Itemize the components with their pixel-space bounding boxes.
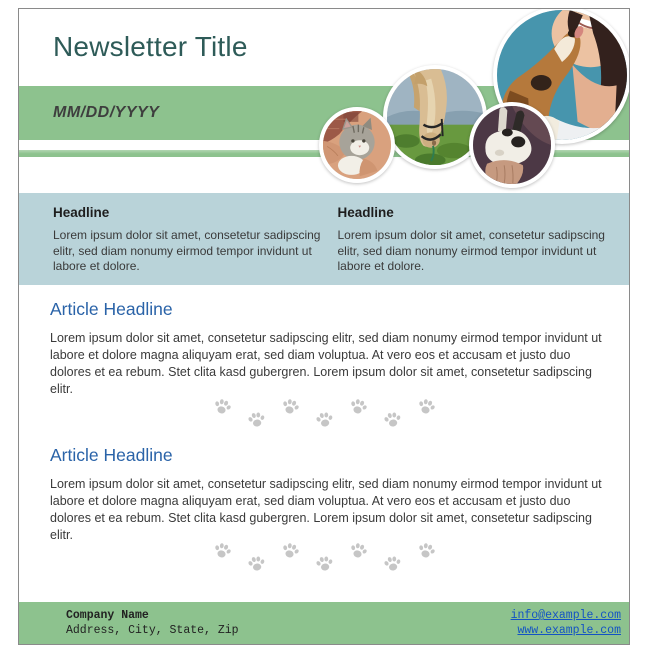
rabbit-image xyxy=(473,106,551,184)
headline-2-title: Headline xyxy=(337,205,394,220)
company-name: Company Name xyxy=(66,609,149,622)
paw-print-icon xyxy=(414,395,438,419)
website-link[interactable]: www.example.com xyxy=(517,624,621,637)
email-link[interactable]: info@example.com xyxy=(510,609,621,622)
paw-print-icon xyxy=(381,408,403,430)
paw-print-icon xyxy=(313,408,335,430)
company-address: Address, City, State, Zip xyxy=(66,624,239,637)
newsletter-title: Newsletter Title xyxy=(53,31,248,62)
paw-print-icon xyxy=(278,539,302,563)
paw-print-icon xyxy=(346,539,370,563)
newsletter-page xyxy=(18,8,630,645)
kitten-image xyxy=(323,111,391,179)
paw-print-icon xyxy=(414,539,438,563)
footer-links-block xyxy=(511,608,621,638)
paw-print-icon xyxy=(245,408,267,430)
paw-prints-divider-1 xyxy=(19,397,629,439)
headline-1-title: Headline xyxy=(53,205,110,220)
headline-2-body: Lorem ipsum dolor sit amet, consetetur sadipscing elitr, sed diam nonumy eirmod tempor invidunt ut labore et dolore. xyxy=(337,228,605,273)
footer-company-block xyxy=(66,608,239,638)
paw-print-icon xyxy=(381,552,403,574)
footer-band xyxy=(19,602,629,644)
paw-print-icon xyxy=(245,552,267,574)
headline-band xyxy=(19,193,629,285)
photo-kitten-in-hands xyxy=(319,107,395,183)
headline-1-body: Lorem ipsum dolor sit amet, consetetur sadipscing elitr, sed diam nonumy eirmod tempor invidunt ut labore et dolore. xyxy=(53,228,321,273)
headline-column-1 xyxy=(53,193,325,285)
paw-print-icon xyxy=(278,395,302,419)
article-section-1 xyxy=(50,299,603,398)
headline-column-2 xyxy=(338,193,610,285)
paw-print-icon xyxy=(210,539,234,563)
paw-print-icon xyxy=(346,395,370,419)
article-1-body: Lorem ipsum dolor sit amet, consetetur sadipscing elitr, sed diam nonumy eirmod tempor invidunt ut labore et dolore magna aliquyam erat, sed diam voluptua. At vero eos et accusam et justo duo dolores et ea rebum. Stet clita kasd gubergren. Lorem ipsum dolor sit amet, consetetur sadipscing elitr. xyxy=(50,331,602,396)
paw-prints-divider-2 xyxy=(19,541,629,583)
article-2-body: Lorem ipsum dolor sit amet, consetetur sadipscing elitr, sed diam nonumy eirmod tempor invidunt ut labore et dolore magna aliquyam erat, sed diam voluptua. At vero eos et accusam et justo duo dolores et ea rebum. Stet clita kasd gubergren. Lorem ipsum dolor sit amet, consetetur sadipscing elitr. xyxy=(50,477,602,542)
newsletter-date: MM/DD/YYYY xyxy=(53,104,160,121)
article-1-title: Article Headline xyxy=(50,299,173,319)
article-section-2 xyxy=(50,445,603,544)
photo-rabbit xyxy=(469,102,555,188)
paw-print-icon xyxy=(210,395,234,419)
article-2-title: Article Headline xyxy=(50,445,173,465)
paw-print-icon xyxy=(313,552,335,574)
